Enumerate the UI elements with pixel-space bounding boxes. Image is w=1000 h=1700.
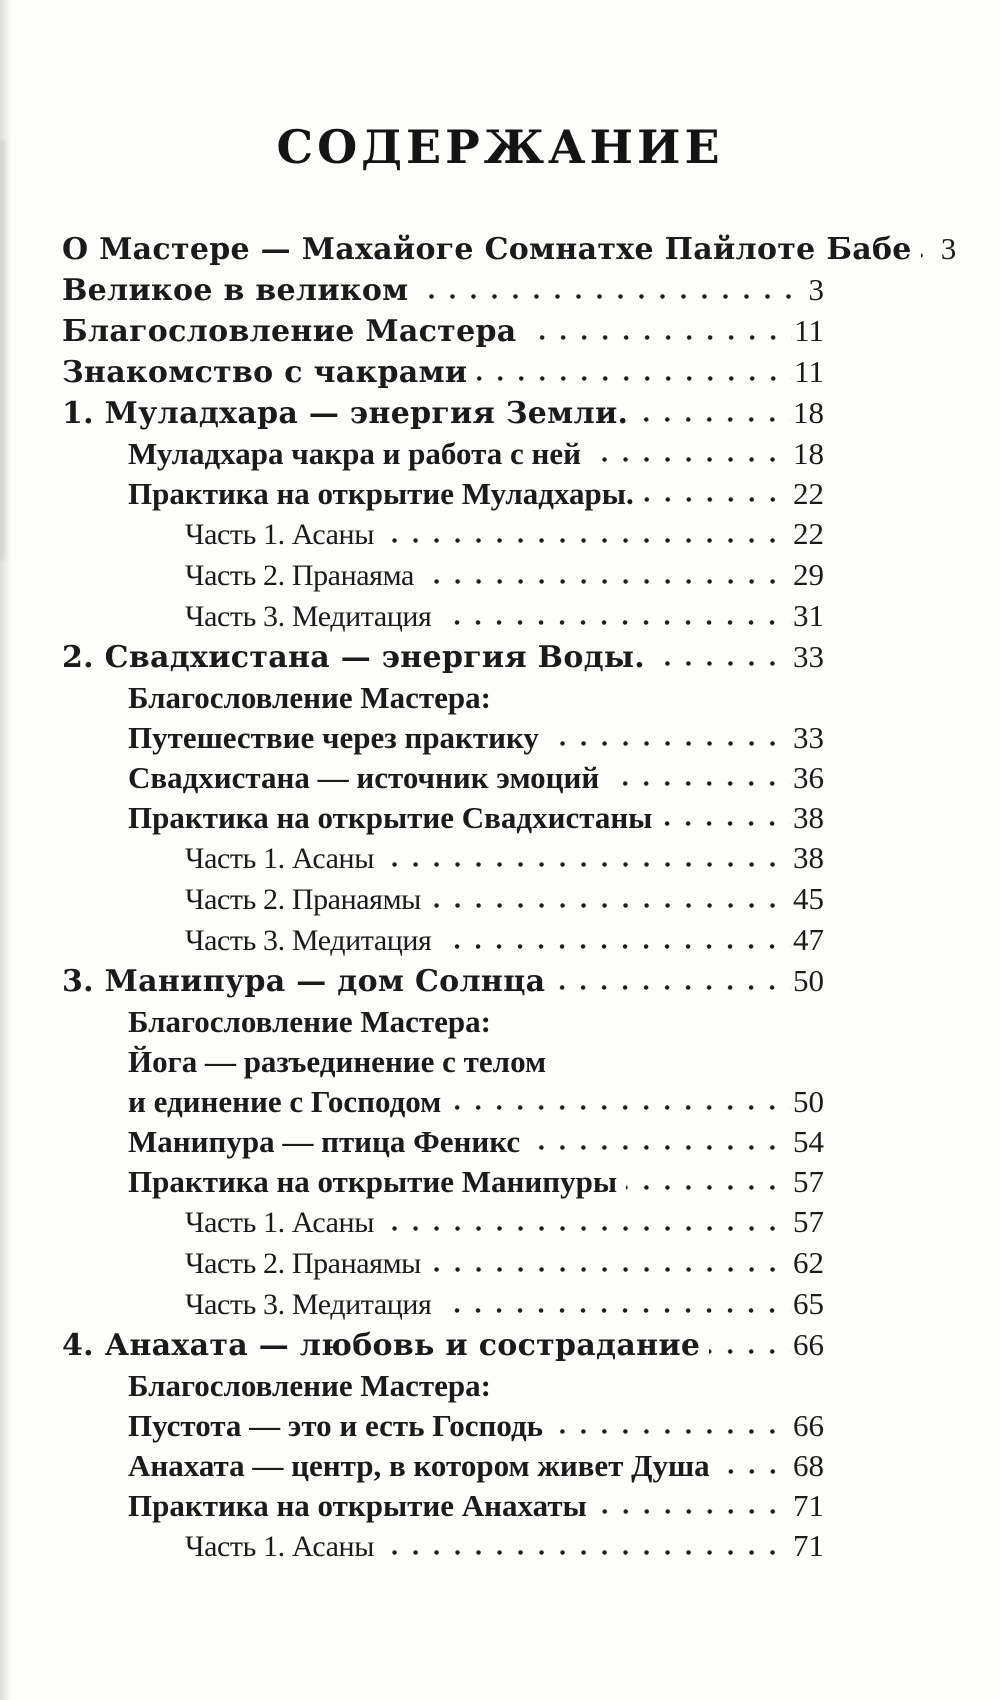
toc-entry-page: 66 [793, 1326, 824, 1362]
dot-leader [383, 842, 791, 875]
dot-leader [637, 397, 791, 430]
toc-entry-label: 3. Манипура — дом Солнца [62, 963, 546, 999]
toc-entry-page: 54 [793, 1123, 824, 1159]
dot-leader [654, 641, 791, 674]
toc-entry-label: Пустота — это и есть Господь [128, 1407, 544, 1443]
toc-entry-label: Практика на открытие Анахаты [128, 1487, 587, 1523]
toc-entry-page: 22 [793, 515, 824, 551]
toc-entry-page: 50 [793, 962, 824, 998]
dot-leader [383, 1530, 791, 1563]
toc-entry-label: 1. Муладхара — энергия Земли. [62, 395, 629, 431]
toc-entry-label: Часть 2. Пранаямы [185, 1246, 421, 1280]
page-title: СОДЕРЖАНИЕ [276, 120, 724, 174]
toc-entry-label: О Мастере — Махайоге Сомнатхе Пайлоте Бабе [62, 231, 912, 267]
toc-entry-page: 38 [793, 839, 824, 875]
dot-leader [430, 1247, 791, 1280]
toc-entry-page: 11 [794, 353, 824, 389]
toc-entry-page: 71 [793, 1487, 824, 1523]
dot-leader [661, 802, 791, 834]
toc-entry [185, 1244, 824, 1280]
toc-entry-page: 18 [793, 394, 824, 430]
dot-leader [709, 1329, 791, 1362]
toc-entry [128, 1487, 824, 1523]
toc-entry-label: Благословление Мастера: [128, 679, 491, 715]
toc-entry-label: Великое в великом [62, 272, 409, 308]
toc-entry-page: 11 [794, 312, 824, 348]
toc-entry [185, 1203, 824, 1239]
dot-leader [921, 233, 939, 266]
toc-entry-label: Путешествие через практику [128, 719, 539, 755]
toc-entry [185, 556, 824, 592]
toc-entry [62, 312, 824, 349]
toc-entry [62, 394, 824, 431]
toc-entry-label: Часть 1. Асаны [185, 841, 374, 875]
toc-entry [128, 1367, 824, 1403]
toc-entry [185, 515, 824, 551]
toc-entry-page: 36 [793, 759, 824, 795]
toc-entry [128, 719, 824, 755]
toc-entry [128, 435, 824, 471]
toc-entry-label: Часть 3. Медитация [185, 1287, 432, 1321]
toc-entry-page: 38 [793, 799, 824, 835]
toc-entry-label: Практика на открытие Муладхары. [128, 475, 634, 511]
toc-entry-page: 62 [793, 1244, 824, 1280]
toc-entry-page: 66 [793, 1407, 824, 1443]
toc-entry [62, 638, 824, 675]
dot-leader [440, 1288, 791, 1321]
toc-entry-page: 57 [793, 1203, 824, 1239]
toc-entry-label: Практика на открытие Манипуры [128, 1163, 618, 1199]
toc-entry [62, 962, 824, 999]
toc-entry-page: 47 [793, 921, 824, 957]
toc-entry-label: Часть 1. Асаны [185, 517, 374, 551]
dot-leader [590, 438, 791, 470]
toc-entry-label: Муладхара чакра и работа с ней [128, 435, 581, 471]
toc-entry-label: 4. Анахата — любовь и сострадание [62, 1327, 701, 1363]
toc-entry-page: 65 [793, 1285, 824, 1321]
dot-leader [626, 1166, 791, 1198]
toc-entry-label: Часть 1. Асаны [185, 1529, 374, 1563]
toc-entry-label: Знакомство с чакрами [62, 354, 468, 390]
toc-entry-label: Часть 2. Пранаямы [185, 882, 421, 916]
dot-leader [430, 883, 791, 916]
toc-entry [128, 799, 824, 835]
toc-entry [62, 1326, 824, 1363]
toc-entry-page: 18 [793, 435, 824, 471]
dot-leader [554, 965, 791, 998]
toc-entry-label: Свадхистана — источник эмоций [128, 759, 600, 795]
toc-entry [185, 1285, 824, 1321]
toc-entry [128, 475, 824, 511]
toc-entry-page: 29 [793, 556, 824, 592]
toc-entry [128, 1123, 824, 1159]
table-of-contents [62, 230, 957, 1563]
toc-entry-page: 31 [793, 597, 824, 633]
toc-entry [62, 230, 957, 267]
toc-entry [128, 1447, 824, 1483]
dot-leader [548, 722, 791, 754]
toc-entry [128, 1003, 824, 1039]
toc-entry-page: 45 [793, 880, 824, 916]
toc-entry-label: Анахата — центр, в котором живет Душа [128, 1447, 710, 1483]
dot-leader [440, 924, 791, 957]
toc-entry-label: Часть 2. Пранаяма [185, 558, 414, 592]
toc-entry-page: 3 [940, 230, 957, 266]
dot-leader [552, 1410, 791, 1442]
toc-entry-page: 50 [793, 1083, 824, 1119]
dot-leader [476, 356, 792, 389]
dot-leader [596, 1490, 791, 1522]
dot-leader [383, 1206, 791, 1239]
dot-leader [450, 1086, 791, 1118]
dot-leader [423, 559, 791, 592]
toc-entry-page: 33 [793, 638, 824, 674]
toc-entry [185, 1527, 824, 1563]
toc-entry-label: Благословление Мастера: [128, 1367, 491, 1403]
toc-entry-page: 3 [808, 271, 824, 307]
scan-edge-shadow [0, 0, 12, 1700]
dot-leader [529, 1126, 791, 1158]
toc-entry-page: 22 [793, 475, 824, 511]
dot-leader [383, 518, 791, 551]
dot-leader [440, 600, 791, 633]
toc-entry [62, 353, 824, 390]
toc-entry-label: Часть 3. Медитация [185, 923, 432, 957]
scan-smudge [0, 140, 5, 560]
toc-entry-label: и единение с Господом [128, 1083, 442, 1119]
toc-entry-page: 33 [793, 719, 824, 755]
toc-entry [62, 271, 824, 308]
toc-entry [185, 597, 824, 633]
toc-entry [128, 1083, 824, 1119]
toc-entry-label: Часть 1. Асаны [185, 1205, 374, 1239]
toc-entry [128, 1407, 824, 1443]
toc-entry [185, 839, 824, 875]
toc-entry-label: Благословление Мастера [62, 313, 517, 349]
dot-leader [418, 274, 807, 307]
toc-entry [128, 759, 824, 795]
toc-entry [128, 1163, 824, 1199]
toc-entry [128, 679, 824, 715]
toc-entry-label: Практика на открытие Свадхистаны [128, 799, 653, 835]
toc-entry-label: Йога — разъединение с телом [128, 1043, 547, 1079]
toc-entry-label: Благословление Мастера: [128, 1003, 491, 1039]
toc-entry [185, 880, 824, 916]
dot-leader [643, 478, 791, 510]
dot-leader [608, 762, 791, 794]
toc-entry-label: Часть 3. Медитация [185, 599, 432, 633]
toc-entry-page: 57 [793, 1163, 824, 1199]
toc-entry-label: Манипура — птица Феникс [128, 1123, 521, 1159]
toc-entry [128, 1043, 824, 1079]
dot-leader [525, 315, 792, 348]
toc-entry [185, 921, 824, 957]
toc-entry-page: 68 [793, 1447, 824, 1483]
toc-entry-page: 71 [793, 1527, 824, 1563]
dot-leader [719, 1450, 791, 1482]
toc-entry-label: 2. Свадхистана — энергия Воды. [62, 639, 646, 675]
